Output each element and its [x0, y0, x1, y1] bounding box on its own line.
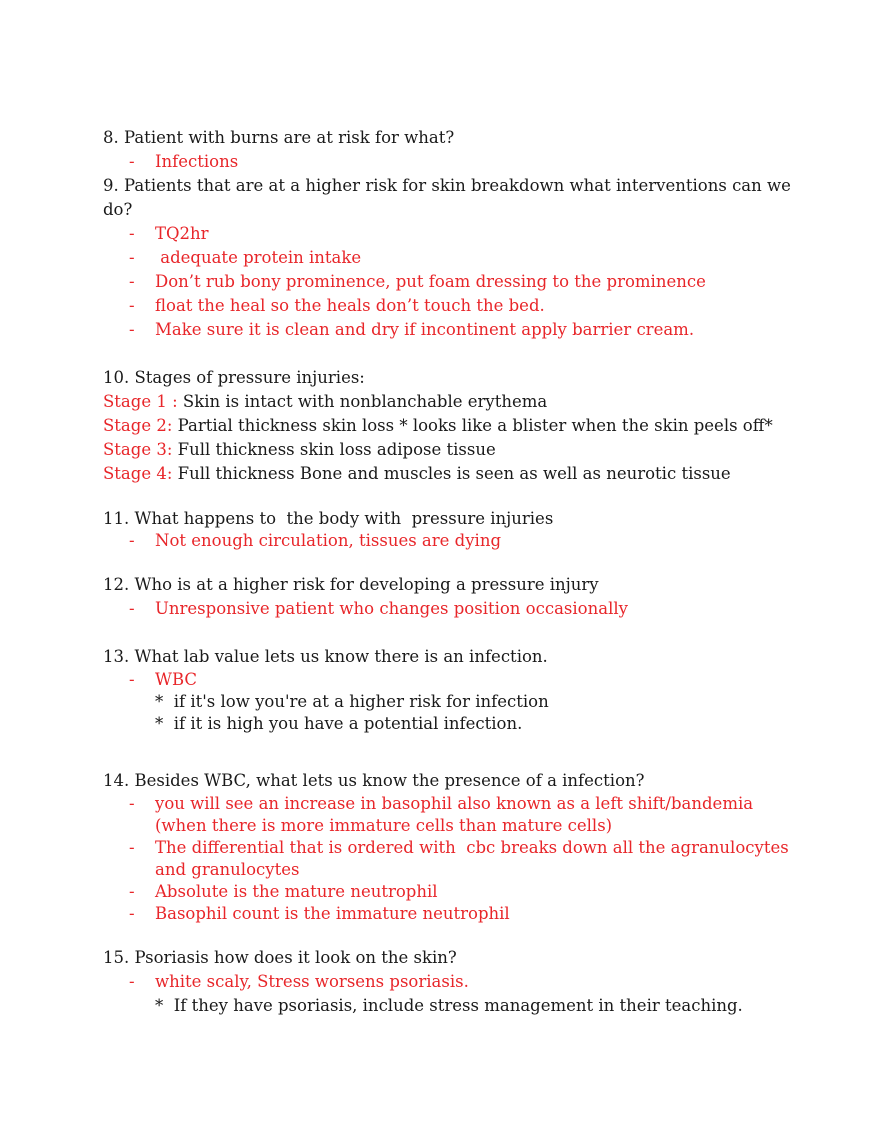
stage-text: Full thickness skin loss adipose tissue	[172, 440, 496, 459]
bullet-dash: -	[129, 531, 135, 550]
bullet-dash: -	[129, 248, 135, 267]
question-14: 14. Besides WBC, what lets us know the presence of a infection?	[103, 771, 645, 790]
bullet-dash: -	[129, 152, 135, 171]
stage-label: Stage 2:	[103, 416, 173, 435]
bullet-dash: -	[129, 904, 135, 923]
question-13: 13. What lab value lets us know there is an infection.	[103, 647, 548, 666]
bullet-dash: -	[129, 272, 135, 291]
question-9-cont: do?	[103, 200, 133, 219]
stage-text: Partial thickness skin loss * looks like a blister when the skin peels off*	[172, 416, 773, 435]
question-11: 11. What happens to the body with pressure injuries	[103, 509, 554, 528]
stage-row	[103, 415, 773, 437]
stage-label: Stage 4:	[103, 464, 173, 483]
stage-label: Stage 3:	[103, 440, 173, 459]
stage-text: Full thickness Bone and muscles is seen as well as neurotic tissue	[172, 464, 731, 483]
bullet-dash: -	[129, 670, 135, 689]
bullet-dash: -	[129, 320, 135, 339]
question-8: 8. Patient with burns are at risk for what?	[103, 128, 455, 147]
question-12: 12. Who is at a higher risk for developing a pressure injury	[103, 575, 599, 594]
stage-text: Skin is intact with nonblanchable erythema	[177, 392, 548, 411]
bullet-dash: -	[129, 599, 135, 618]
bullet-dash: -	[129, 882, 135, 901]
stage-label: Stage 1 :	[103, 392, 178, 411]
stage-row	[103, 391, 547, 413]
bullet-dash: -	[129, 296, 135, 315]
stage-row	[103, 439, 496, 461]
bullet-dash: -	[129, 838, 135, 857]
bullet-dash: -	[129, 794, 135, 813]
bullet-dash: -	[129, 972, 135, 991]
bullet-dash: -	[129, 224, 135, 243]
question-9: 9. Patients that are at a higher risk for skin breakdown what interventions can we	[103, 176, 791, 195]
question-10: 10. Stages of pressure injuries:	[103, 368, 365, 387]
question-15: 15. Psoriasis how does it look on the skin?	[103, 948, 457, 967]
stage-row	[103, 463, 731, 485]
